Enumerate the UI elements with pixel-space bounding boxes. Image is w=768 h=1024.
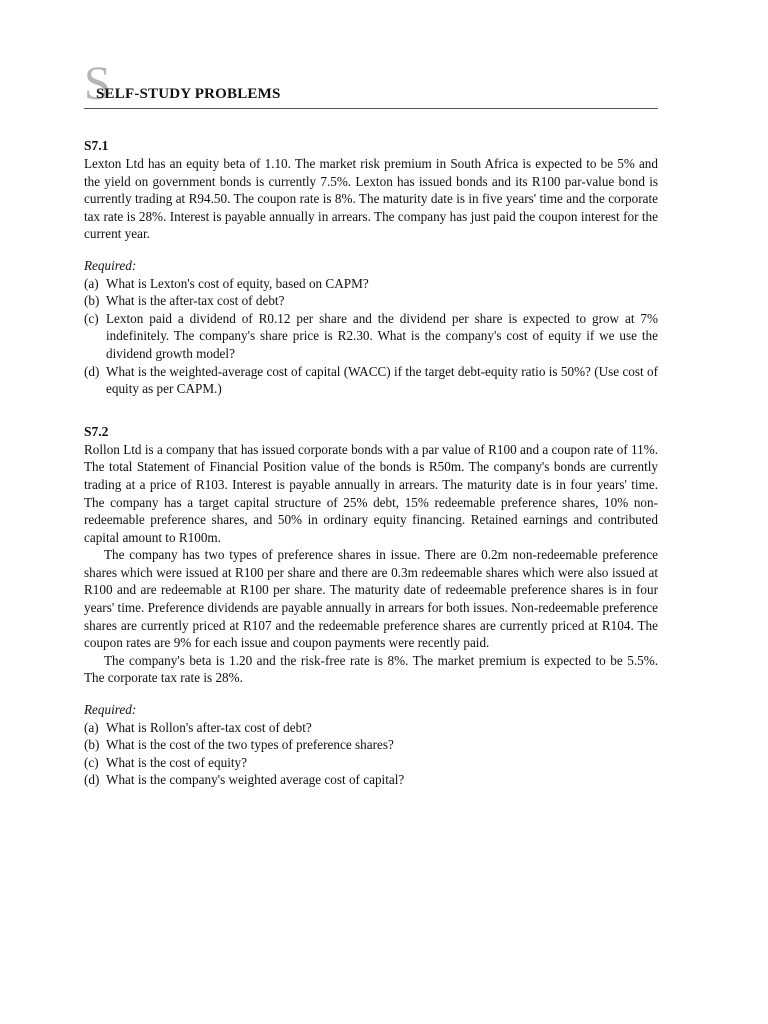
question-label: (c) xyxy=(84,310,99,326)
problem-paragraph: Rollon Ltd is a company that has issued corporate bonds with a par value of R100 and a coupon rate of 11%. The total Statement of Financial Position value of the bonds is R50m. The company's bonds are currently trading at a price of R103. Interest is payable annually in arrears. The maturity date is in four years' time. The company has a target capital structure of 25% debt, 15% redeemable preference shares, 10% non-redeemable preference shares, and 50% in ordinary equity financing. Retained earnings and contributed capital amount to R100m. xyxy=(84,441,658,545)
question-item xyxy=(84,754,658,772)
question-list xyxy=(84,275,658,398)
question-item xyxy=(84,719,658,737)
required-label: Required: xyxy=(84,702,137,718)
question-text: Lexton paid a dividend of R0.12 per share and the dividend per share is expected to grow at 7% indefinitely. The company's share price is R2.30. What is the company's cost of equity if we use the dividend growth model? xyxy=(106,310,658,361)
question-item xyxy=(84,363,658,398)
section-heading xyxy=(84,57,658,110)
question-label: (d) xyxy=(84,363,100,379)
question-label: (a) xyxy=(84,275,99,291)
problem-paragraph: Lexton Ltd has an equity beta of 1.10. The market risk premium in South Africa is expected to be 5% and the yield on government bonds is currently 7.5%. Lexton has issued bonds and its R100 par-value bond is currently trading at R94.50. The coupon rate is 8%. The maturity date is in five years' time and the corporate tax rate is 28%. Interest is payable annually in arrears. The company has just paid the coupon interest for the current year. xyxy=(84,156,658,242)
question-item xyxy=(84,736,658,754)
question-label: (c) xyxy=(84,754,99,770)
required-label: Required: xyxy=(84,257,137,273)
question-text: What is Lexton's cost of equity, based on CAPM? xyxy=(106,275,369,291)
question-item xyxy=(84,292,658,310)
question-list xyxy=(84,719,658,789)
problem-paragraph: The company has two types of preference shares in issue. There are 0.2m non-redeemable preference shares which were issued at R100 per share and there are 0.3m redeemable shares which were also issued at R100 and are redeemable at R100 per share. The maturity date of redeemable preference shares is in four years' time. Preference dividends are payable annually in arrears for both issues. Non-redeemable preference shares are currently priced at R107 and the redeemable preference shares are currently priced at R104. The coupon rates are 9% for each issue and coupon payments were recently paid. xyxy=(84,547,658,651)
problem-id: S7.2 xyxy=(84,423,109,439)
question-text: What is the cost of the two types of preference shares? xyxy=(106,737,394,753)
question-label: (b) xyxy=(84,293,100,309)
problem-s7-1 xyxy=(84,138,658,398)
question-text: What is the cost of equity? xyxy=(106,754,247,770)
question-text: What is Rollon's after-tax cost of debt? xyxy=(106,719,312,735)
problem-paragraph: The company's beta is 1.20 and the risk-free rate is 8%. The market premium is expected to be 5.5%. The corporate tax rate is 28%. xyxy=(84,652,658,686)
question-label: (a) xyxy=(84,719,99,735)
question-item xyxy=(84,310,658,363)
question-text: What is the weighted-average cost of capital (WACC) if the target debt-equity ratio is 50%? (Use cost of equity as per CAPM.) xyxy=(106,363,658,397)
question-item xyxy=(84,771,658,789)
question-label: (d) xyxy=(84,772,100,788)
section-title: SELF-STUDY PROBLEMS xyxy=(96,86,281,102)
problems-content xyxy=(84,138,658,789)
problem-s7-2 xyxy=(84,424,658,789)
question-item xyxy=(84,275,658,293)
question-text: What is the after-tax cost of debt? xyxy=(106,293,285,309)
question-label: (b) xyxy=(84,737,100,753)
question-text: What is the company's weighted average cost of capital? xyxy=(106,772,405,788)
drop-letter: S xyxy=(84,57,111,110)
problem-id: S7.1 xyxy=(84,138,109,153)
